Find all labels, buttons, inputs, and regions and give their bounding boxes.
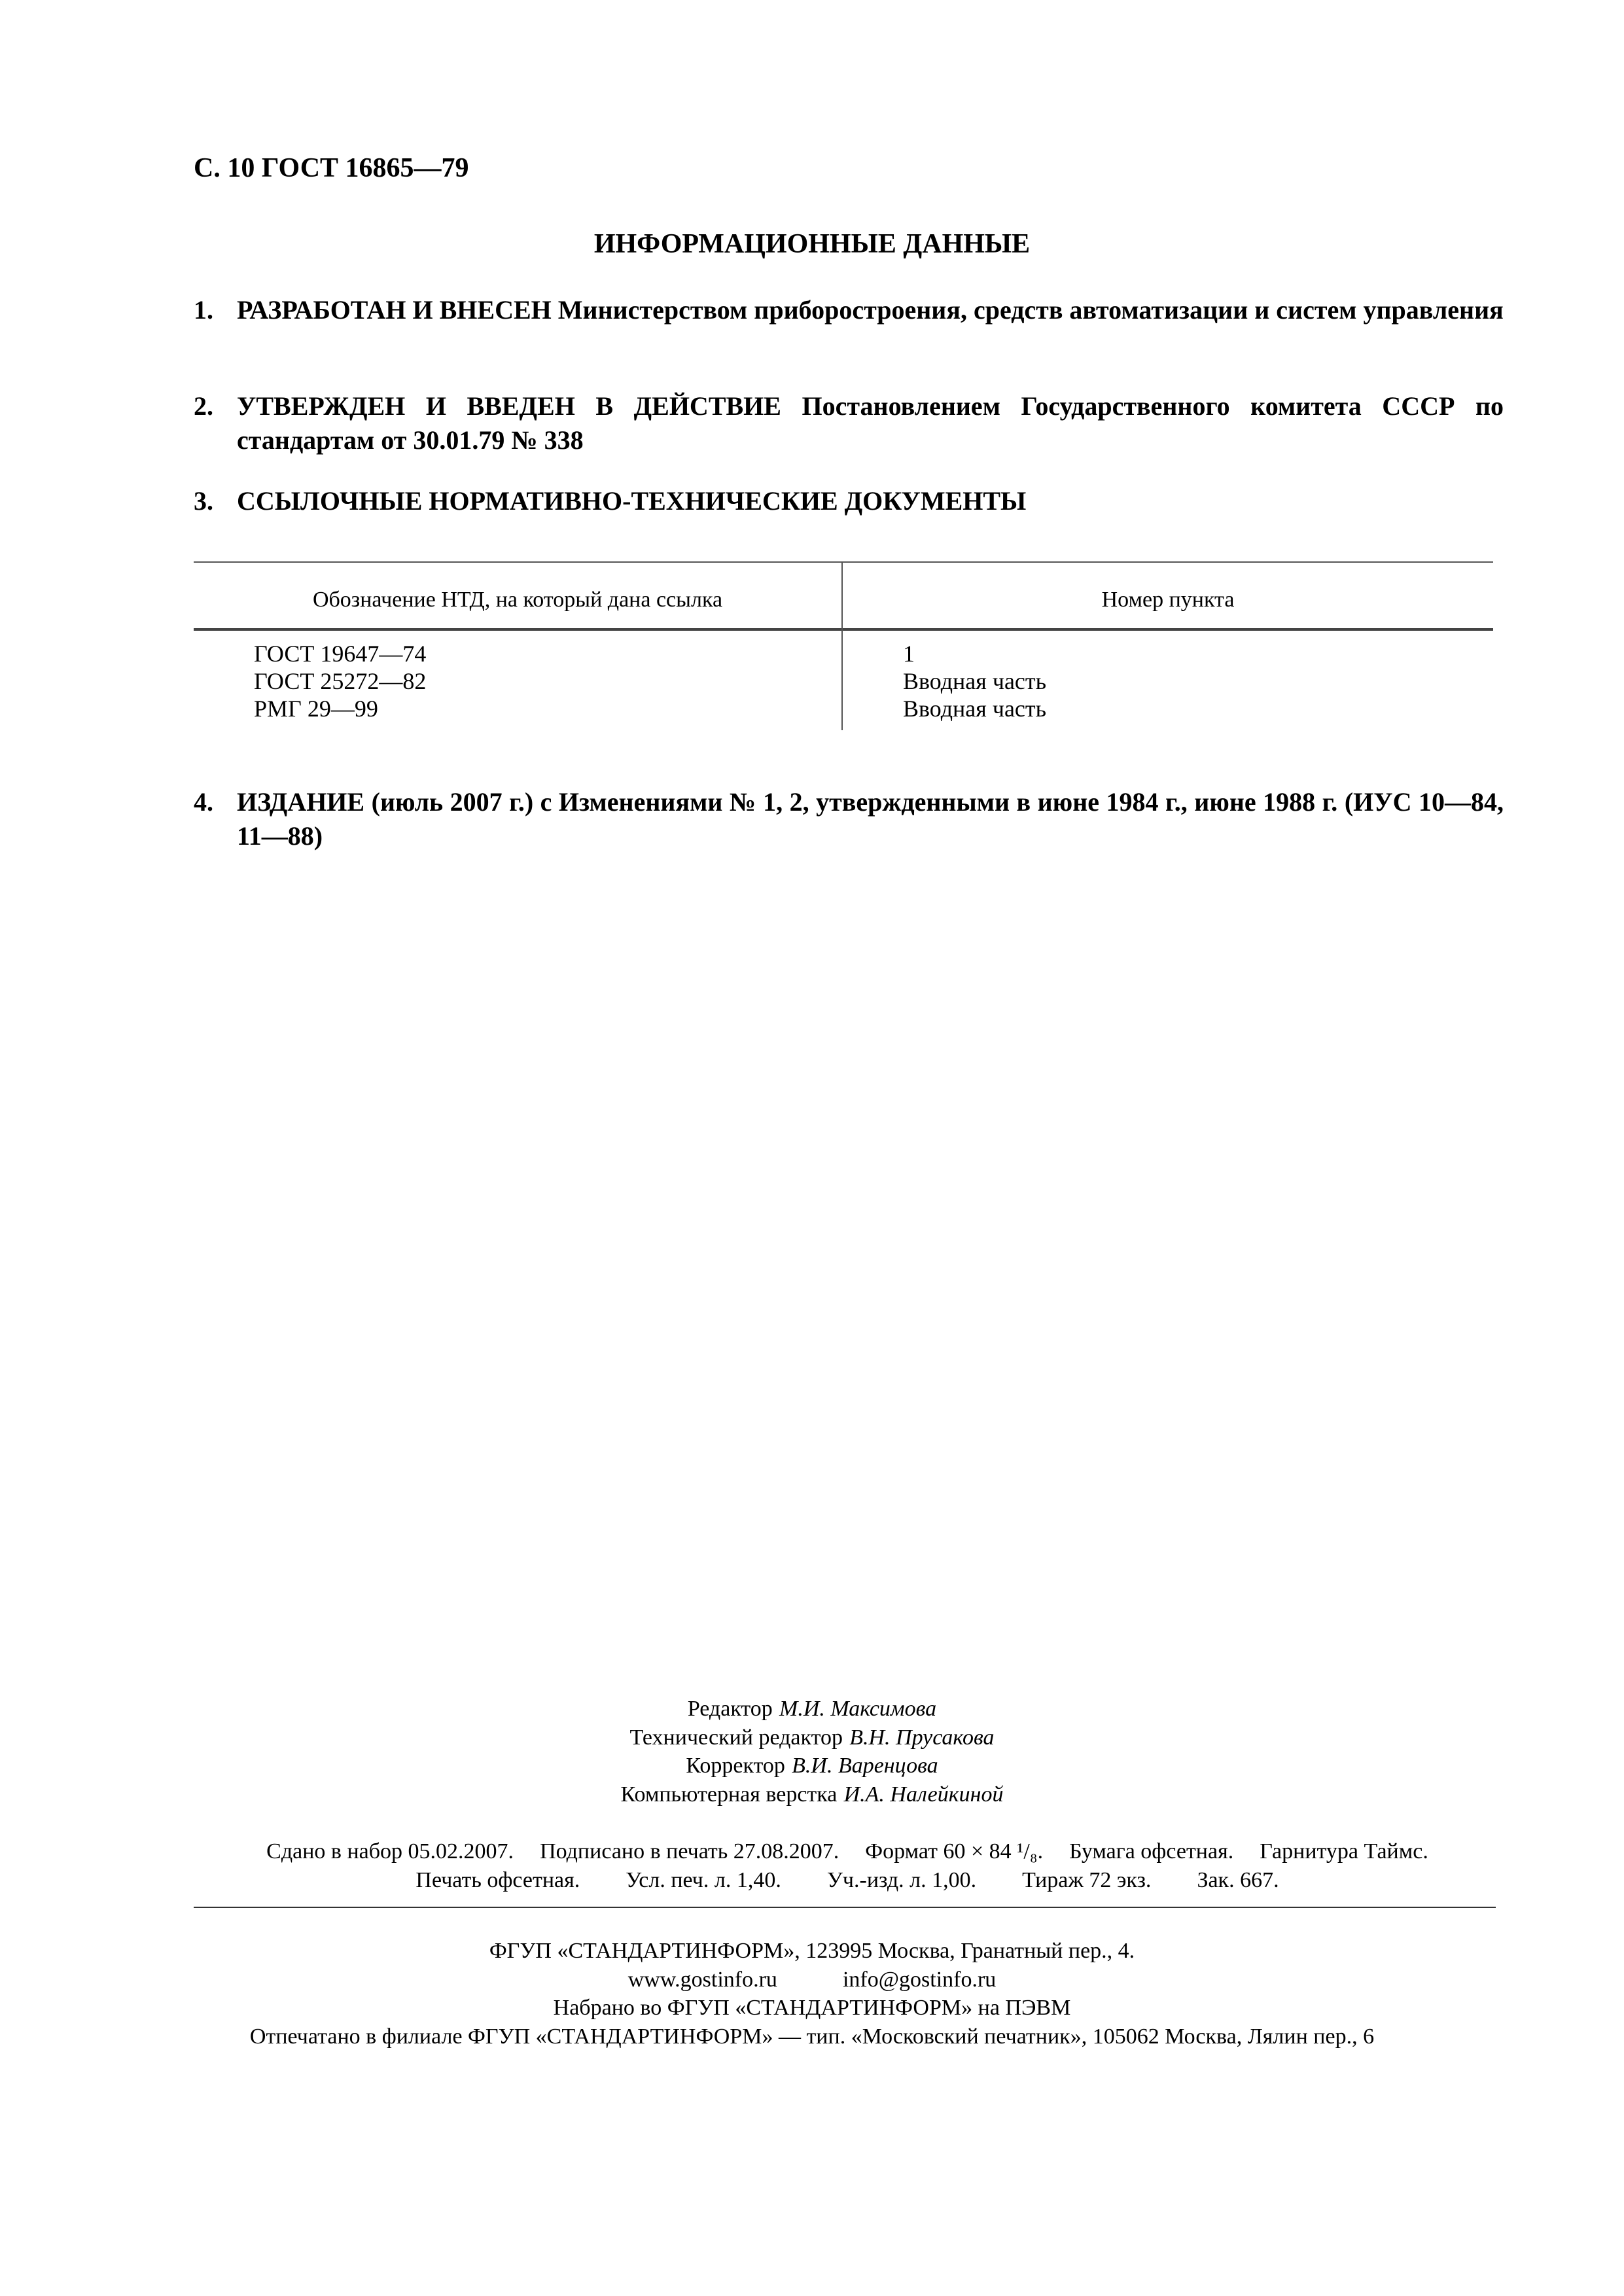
credit-person: М.И. Максимова <box>779 1697 937 1721</box>
table-cell-designation: ГОСТ 25272—82 <box>254 668 427 695</box>
credit-role: Компьютерная верстка <box>620 1782 838 1807</box>
imprint-print-type: Печать офсетная. <box>415 1868 580 1893</box>
item-number: 1. <box>194 295 213 325</box>
info-item-references <box>194 484 1504 518</box>
credit-person: В.И. Варенцова <box>792 1754 938 1778</box>
page-title: ИНФОРМАЦИОННЫЕ ДАННЫЕ <box>593 229 1031 259</box>
credit-person: И.А. Налейкиной <box>843 1782 1004 1807</box>
table-cell-clause: 1 <box>903 641 915 667</box>
item-lead: ССЫЛОЧНЫЕ НОРМАТИВНО-ТЕХНИЧЕСКИЕ ДОКУМЕНТЫ <box>237 486 1027 516</box>
credit-line <box>0 1723 1624 1752</box>
item-number: 3. <box>194 486 213 516</box>
credit-line <box>0 1695 1624 1723</box>
info-item-approved <box>194 389 1504 457</box>
item-number: 4. <box>194 787 213 817</box>
publisher-printed-note: Отпечатано в филиале ФГУП «СТАНДАРТИНФОРМ» — тип. «Московский печатник», 105062 Москва, Лялин пер., 6 <box>249 2024 1375 2049</box>
designation-column <box>254 640 426 722</box>
table-cell-designation: РМГ 29—99 <box>254 696 378 722</box>
item-lead: ИЗДАНИЕ <box>237 787 365 817</box>
credit-role: Корректор <box>686 1754 785 1778</box>
imprint-block <box>196 1837 1498 1895</box>
table-header-clause: Номер пункта <box>1101 588 1235 612</box>
credit-line <box>0 1780 1624 1809</box>
credit-role: Технический редактор <box>629 1725 843 1750</box>
credit-role: Редактор <box>687 1697 773 1721</box>
imprint-order: Зак. 667. <box>1197 1868 1279 1893</box>
credit-line <box>0 1752 1624 1780</box>
item-text: Министерством приборостроения, средств автоматизации и систем управления <box>557 295 1504 325</box>
info-item-edition <box>194 785 1504 853</box>
item-lead: РАЗРАБОТАН И ВНЕСЕН <box>237 295 552 325</box>
credit-person: В.Н. Прусакова <box>849 1725 995 1750</box>
table-cell-designation: ГОСТ 19647—74 <box>254 641 427 667</box>
imprint-line-1 <box>196 1837 1498 1866</box>
table-header-rule <box>194 628 1493 631</box>
imprint-circulation: Тираж 72 экз. <box>1022 1868 1152 1893</box>
imprint-divider <box>194 1907 1496 1908</box>
publisher-typeset-note: Набрано во ФГУП «СТАНДАРТИНФОРМ» на ПЭВМ <box>553 1996 1071 2021</box>
imprint-format: Формат 60 × 84 ¹/₈. <box>865 1839 1044 1863</box>
imprint-sent: Сдано в набор 05.02.2007. <box>266 1839 514 1863</box>
publisher-address: ФГУП «СТАНДАРТИНФОРМ», 123995 Москва, Гранатный пер., 4. <box>489 1939 1135 1963</box>
info-item-developed <box>194 293 1504 327</box>
credits-block <box>0 1695 1624 1809</box>
item-number: 2. <box>194 391 213 421</box>
page-header: С. 10 ГОСТ 16865—79 <box>194 153 469 183</box>
item-text: Постановлением Государственного комитета СССР по стандартам от 30.01.79 № 338 <box>237 391 1504 455</box>
imprint-typeface: Гарнитура Таймс. <box>1260 1839 1428 1863</box>
imprint-pub-sheets: Уч.-изд. л. 1,00. <box>826 1868 977 1893</box>
imprint-conv-sheets: Усл. печ. л. 1,40. <box>626 1868 781 1893</box>
publisher-website: www.gostinfo.ru <box>627 1967 777 1992</box>
item-lead: УТВЕРЖДЕН И ВВЕДЕН В ДЕЙСТВИЕ <box>237 391 781 421</box>
table-header-designation: Обозначение НТД, на который дана ссылка <box>312 588 723 612</box>
table-cell-clause: Вводная часть <box>903 668 1047 695</box>
table-cell-clause: Вводная часть <box>903 696 1047 722</box>
imprint-paper: Бумага офсетная. <box>1069 1839 1234 1863</box>
reference-table <box>194 561 1493 730</box>
publisher-block <box>0 1937 1624 2051</box>
imprint-signed: Подписано в печать 27.08.2007. <box>540 1839 839 1863</box>
table-column-divider <box>841 561 843 730</box>
item-text: (июль 2007 г.) с Изменениями № 1, 2, утвержденными в июне 1984 г., июне 1988 г. (ИУС 10—84, 11—88) <box>237 787 1504 851</box>
imprint-line-2 <box>196 1866 1498 1895</box>
clause-column <box>903 640 1046 722</box>
table-top-rule <box>194 561 1493 563</box>
publisher-email: info@gostinfo.ru <box>842 1967 997 1992</box>
publisher-contacts <box>0 1966 1624 1994</box>
